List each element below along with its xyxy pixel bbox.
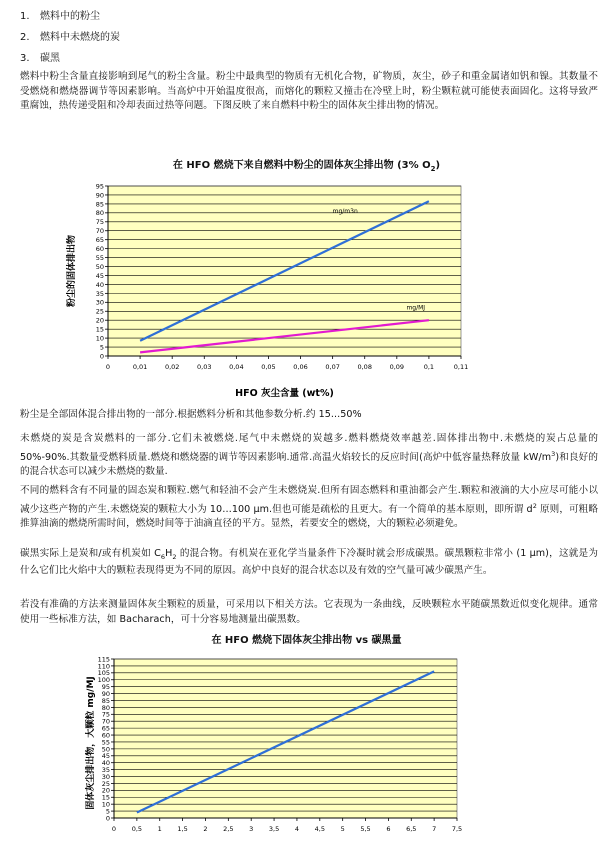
x-tick-label: 0,03: [197, 363, 212, 371]
x-tick-label: 2,5: [223, 825, 234, 833]
x-tick-label: 0,01: [132, 363, 148, 371]
y-tick-label: 40: [101, 759, 110, 768]
y-tick-label: 115: [97, 655, 110, 664]
y-tick-label: 60: [101, 731, 110, 740]
x-tick-label: 0,02: [164, 363, 180, 371]
y-tick-label: 20: [101, 786, 110, 795]
series-label: mg/MJ: [406, 304, 426, 312]
chart-2-title: 在 HFO 燃烧下固体灰尘排出物 vs 碳黑量: [211, 635, 402, 646]
y-axis-label: 粉尘的固体排出物: [67, 234, 77, 308]
y-tick-label: 85: [101, 696, 110, 705]
chart-2-soot-emissions: [0, 651, 613, 851]
y-tick-label: 25: [95, 307, 104, 316]
y-tick-label: 55: [95, 253, 104, 262]
y-tick-label: 50: [95, 262, 104, 271]
x-tick-label: 0,08: [357, 363, 372, 371]
x-axis-label: HFO 灰尘含量 (wt%): [235, 388, 334, 399]
y-tick-label: 40: [95, 280, 104, 289]
x-tick-label: 6: [386, 825, 391, 833]
y-tick-label: 15: [95, 325, 104, 334]
y-tick-label: 80: [95, 209, 104, 218]
x-tick-label: 0,07: [325, 363, 340, 371]
y-tick-label: 35: [101, 766, 110, 775]
y-tick-label: 35: [95, 289, 104, 298]
paragraph-particle-size: 不同的燃料含有不同量的固态炭和颗粒.燃气和轻油不会产生未燃烧炭.但所有固态燃料和重油都会产生.颗粒和液滴的大小应尽可能小以减少这些产物的产生.未燃烧炭的颗粒大小为 10…100 μm.但也可能是疏松的且更大。有一个简单的基本原则，即所谓 $d^2$ 原则，可粗略推算油滴的燃烧所需时间，燃烧时间等于油滴直径的平方。显然，若要安全的燃烧，大的颗粒必须避免。: [20, 485, 598, 530]
y-tick-label: 75: [95, 218, 104, 227]
y-tick-label: 85: [95, 200, 104, 209]
x-tick-label: 1,5: [177, 825, 188, 833]
x-tick-label: 0,04: [229, 363, 244, 371]
y-tick-label: 95: [95, 182, 104, 191]
y-tick-label: 45: [101, 752, 110, 761]
y-tick-label: 90: [95, 191, 104, 200]
paragraph-dust-share: 粉尘是全部固体混合排出物的一部分.根据燃料分析和其他参数分析.约 15...50%: [20, 409, 362, 420]
y-tick-label: 90: [101, 689, 110, 698]
x-tick-label: 6,5: [406, 825, 417, 833]
x-tick-label: 4: [294, 825, 300, 833]
y-tick-label: 65: [95, 236, 104, 245]
x-tick-label: 4,5: [314, 825, 325, 833]
x-tick-label: 0: [105, 363, 111, 371]
x-tick-label: 7: [432, 825, 437, 833]
y-axis-label: 固体灰尘排出物，大颗粒 mg/MJ: [86, 676, 96, 810]
x-tick-label: 0,05: [261, 363, 276, 371]
paragraph-measurement: 若没有准确的方法来测量固体灰尘颗粒的质量，可采用以下相关方法。它表现为一条曲线，反映颗粒水平随碳黑数近似变化规律。通常使用一些标准方法，如 Bacharach，可十分容易地测量出碳黑数。: [20, 599, 598, 625]
x-tick-label: 5,5: [360, 825, 371, 833]
list-item: 3. 碳黑: [20, 53, 60, 64]
chart-1-dust-emissions: [0, 178, 613, 408]
list-item: 1. 燃料中的粉尘: [20, 11, 100, 22]
paragraph-unburnt-carbon: 未燃烧的炭是含炭燃料的一部分.它们未被燃烧.尾气中未燃烧的炭越多.燃料燃烧效率越差.固体排出物中.未燃烧的炭占总量的 50%-90%.其数量受燃料质量.燃烧和燃烧器的调节等因素影响.通常.高温火焰较长的反应时间(高炉中低容量热释放量 $kW/m^3$)和良好的的混合状态可以减少未燃烧的数量.: [20, 433, 598, 478]
y-tick-label: 10: [95, 334, 104, 343]
y-tick-label: 0: [105, 814, 110, 823]
x-tick-label: 3: [249, 825, 254, 833]
x-tick-label: 0: [111, 825, 117, 833]
paragraph-soot: 碳黑实际上是炭和/或有机炭如 $C_6H_2$ 的混合物。有机炭在亚化学当量条件下冷凝时就会形成碳黑。碳黑颗粒非常小 (1 μm)，这就是为什么它们比火焰中大的颗粒表现得更为不同的原因。高炉中良好的混合状态以及有效的空气量可减少碳黑产生。: [20, 548, 599, 577]
y-tick-label: 5: [99, 343, 104, 352]
x-tick-label: 0,06: [293, 363, 308, 371]
y-tick-label: 30: [101, 772, 110, 781]
y-tick-label: 10: [101, 800, 110, 809]
x-tick-label: 5: [340, 825, 345, 833]
topic-list: [20, 6, 120, 69]
chart-1-title: 在 HFO 燃烧下来自燃料中粉尘的固体灰尘排出物 (3% $O_2$): [172, 160, 441, 173]
y-tick-label: 75: [101, 710, 110, 719]
y-tick-label: 55: [101, 738, 110, 747]
y-tick-label: 45: [95, 271, 104, 280]
y-tick-label: 50: [101, 745, 110, 754]
y-tick-label: 65: [101, 724, 110, 733]
y-tick-label: 100: [97, 676, 110, 685]
y-tick-label: 30: [95, 298, 104, 307]
y-tick-label: 5: [105, 807, 110, 816]
paragraph-dust-intro: 燃料中粉尘含量直接影响到尾气的粉尘含量。粉尘中最典型的物质有无机化合物，矿物质，灰尘，砂子和重金属诸如钒和镍。其数量不受燃烧和燃烧器调节等因素影响。当高炉中开始温度很高，而熔化的颗粒又撞击在冷壁上时，粉尘颗粒就可能使表面固化。这将导致严重腐蚀，热传递受阻和冷却表面过热等问题。下图反映了来自燃料中粉尘的固体灰尘排出物的情况。: [20, 71, 598, 111]
plot-area: [114, 659, 457, 818]
y-tick-label: 95: [101, 683, 110, 692]
x-tick-label: 3,5: [268, 825, 280, 833]
x-tick-label: 0,5: [131, 825, 143, 833]
y-tick-label: 105: [97, 669, 110, 678]
x-tick-label: 0,11: [453, 363, 469, 371]
y-tick-label: 15: [101, 793, 110, 802]
x-tick-label: 2: [203, 825, 208, 833]
x-tick-label: 1: [157, 825, 162, 833]
y-tick-label: 25: [101, 779, 110, 788]
y-tick-label: 60: [95, 245, 104, 254]
list-item: 2. 燃料中未燃烧的炭: [20, 32, 120, 43]
x-tick-label: 7,5: [451, 825, 463, 833]
y-tick-label: 0: [99, 352, 104, 361]
y-tick-label: 20: [95, 316, 104, 325]
y-tick-label: 80: [101, 703, 110, 712]
x-tick-label: 0,09: [389, 363, 405, 371]
y-tick-label: 70: [95, 227, 104, 236]
y-tick-label: 110: [97, 662, 110, 671]
y-tick-label: 70: [101, 717, 110, 726]
x-tick-label: 0,1: [423, 363, 435, 371]
series-label: mg/m3n: [332, 207, 358, 215]
